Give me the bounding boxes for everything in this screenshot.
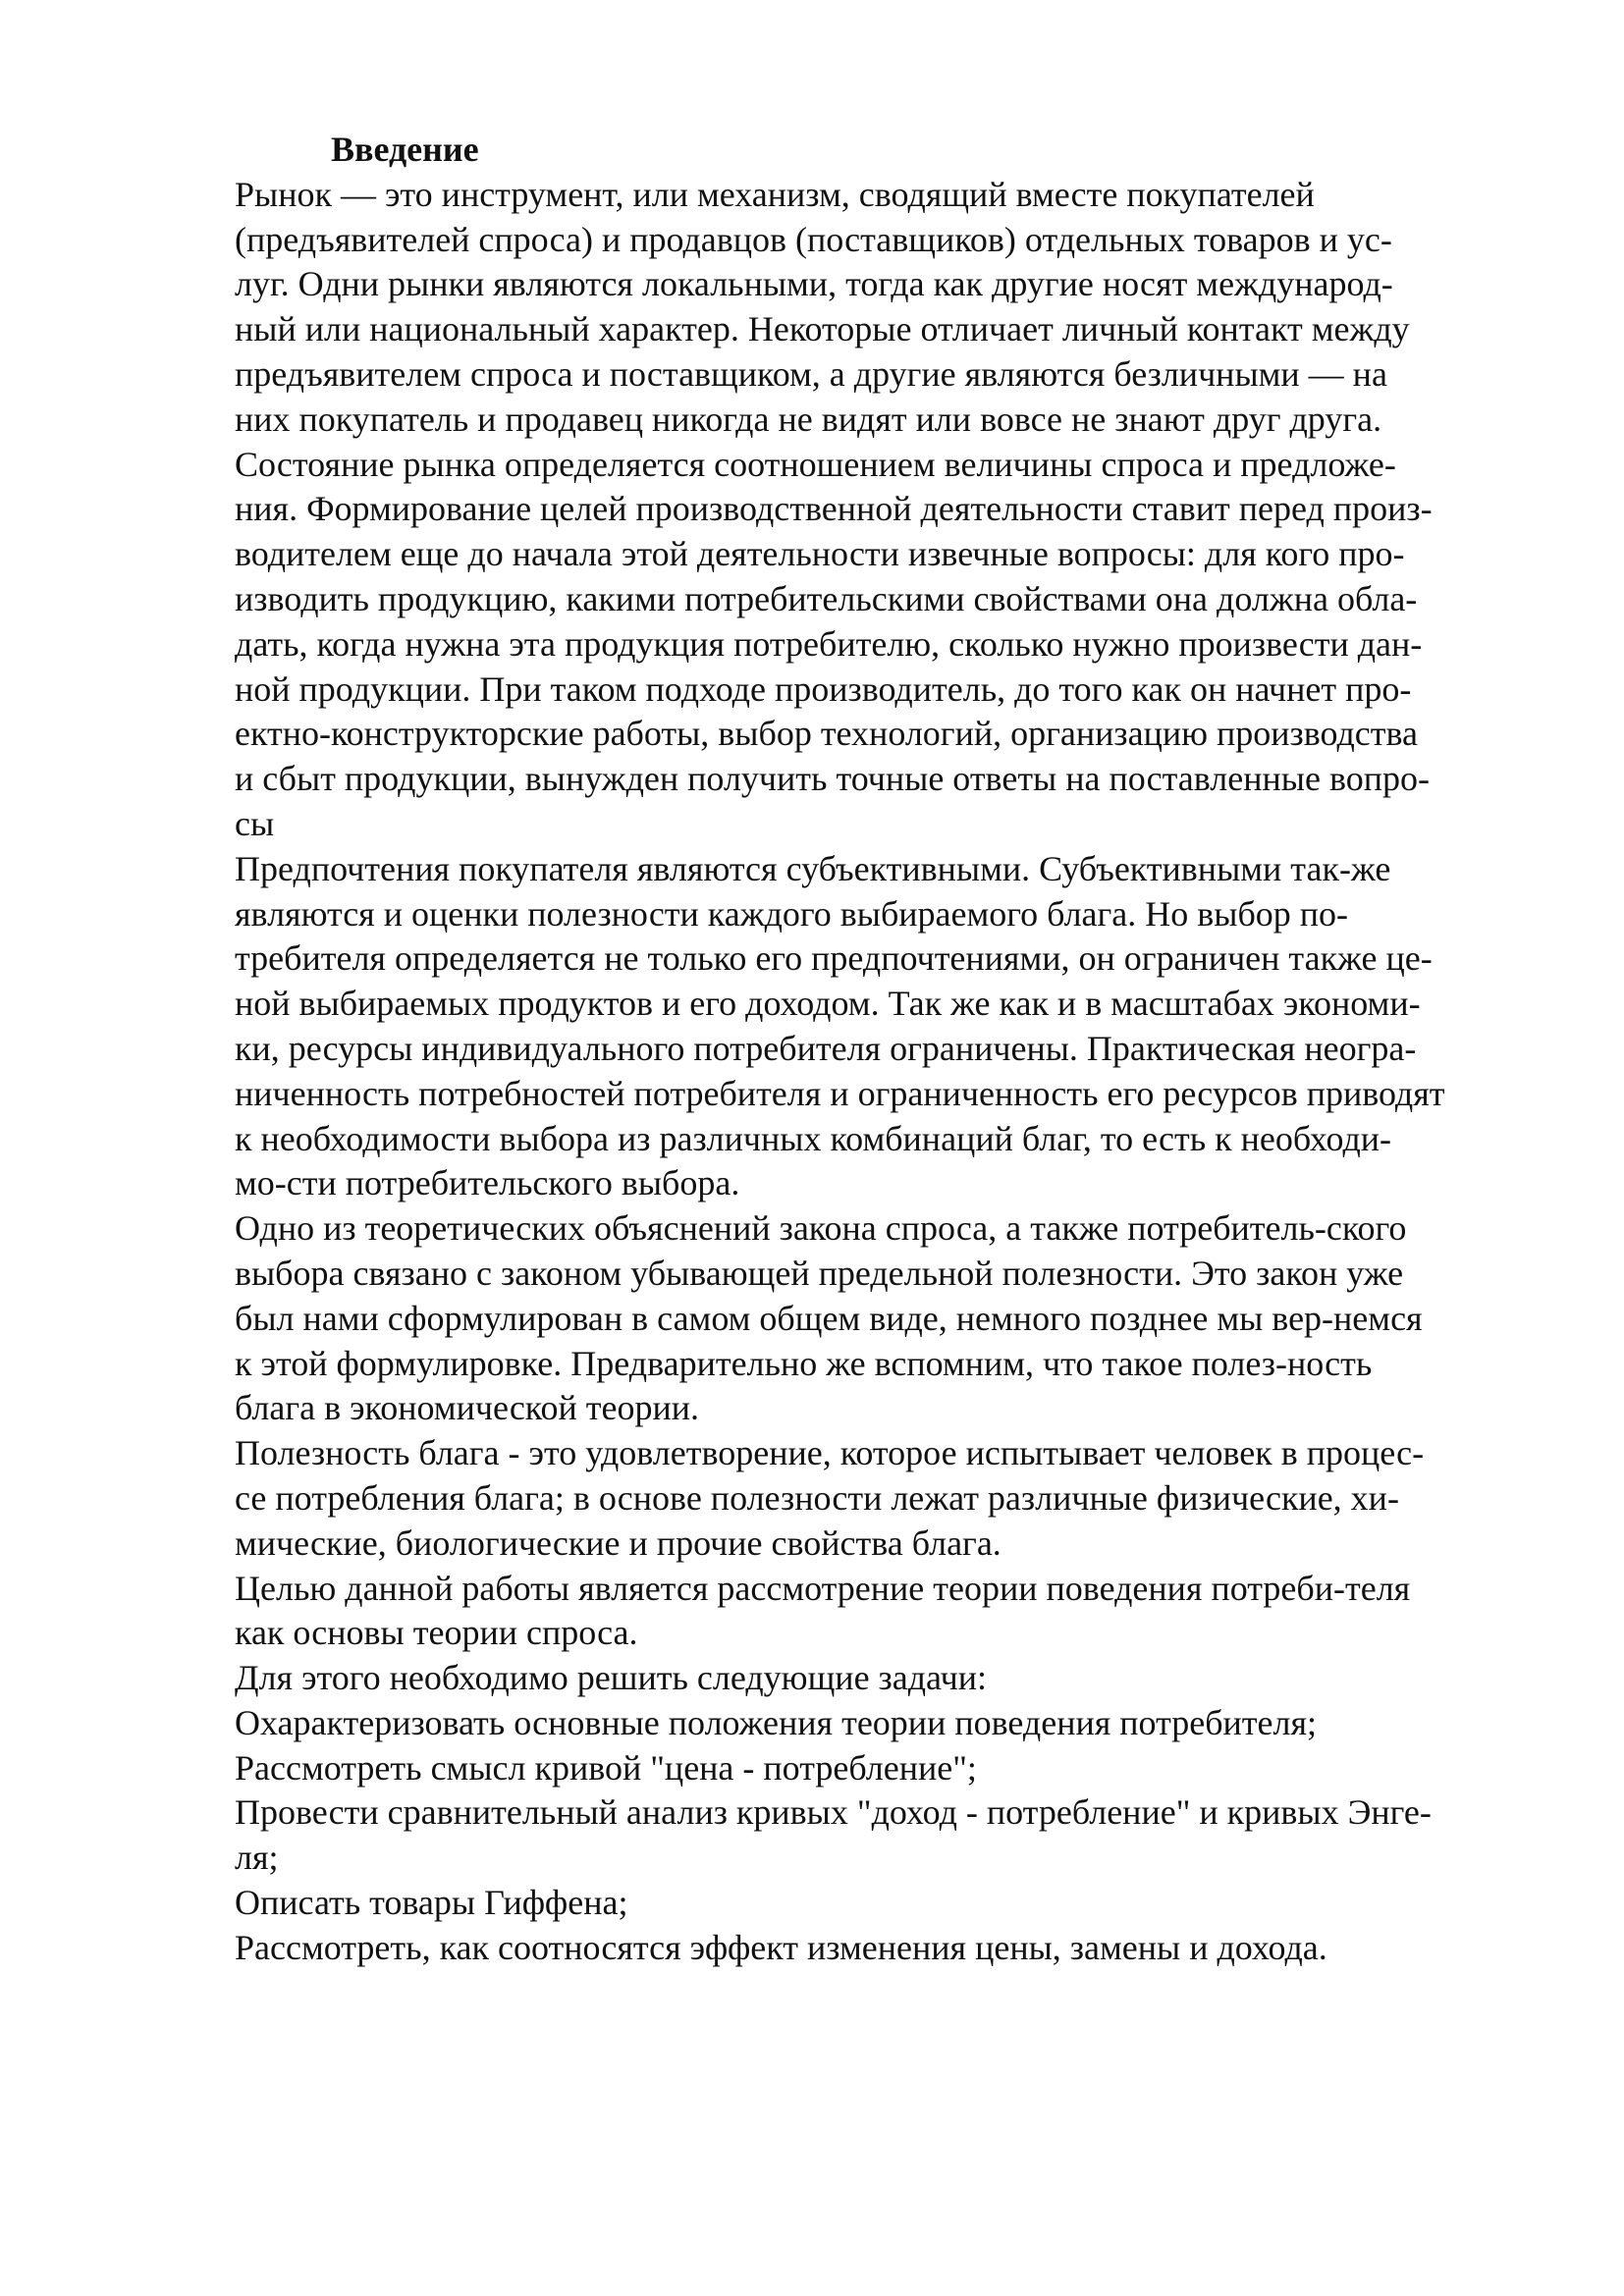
text-line: был нами сформулирован в самом общем виде, немного позднее мы вер-немся xyxy=(235,1298,1423,1338)
text-line: к этой формулировке. Предварительно же вспомним, что такое полез-ность xyxy=(235,1343,1373,1383)
text-line: ниченность потребностей потребителя и ограниченность его ресурсов приводят xyxy=(235,1073,1445,1113)
text-line: сы xyxy=(235,803,275,843)
text-line: Описать товары Гиффена; xyxy=(235,1883,628,1923)
section-heading: Введение xyxy=(331,130,479,169)
text-line: мические, биологические и прочие свойства блага. xyxy=(235,1522,1001,1563)
text-line: и сбыт продукции, вынужден получить точные ответы на поставленные вопро- xyxy=(235,759,1430,799)
text-line: ния. Формирование целей производственной деятельности ставит перед произ- xyxy=(235,489,1433,529)
text-line: Целью данной работы является рассмотрение теории поведения потреби-теля xyxy=(235,1568,1411,1608)
text-line: ля; xyxy=(235,1838,279,1878)
text-line: выбора связано с законом убывающей предельной полезности. Это закон уже xyxy=(235,1253,1404,1293)
text-line: Рассмотреть, как соотносятся эффект изменения цены, замены и дохода. xyxy=(235,1927,1327,1967)
text-line: ной выбираемых продуктов и его доходом. Так же как и в масштабах экономи- xyxy=(235,984,1421,1024)
text-line: являются и оценки полезности каждого выбираемого блага. Но выбор по- xyxy=(235,893,1349,934)
text-line: Предпочтения покупателя являются субъективными. Субъективными так-же xyxy=(235,848,1391,888)
text-line: ной продукции. При таком подходе производитель, до того как он начнет про- xyxy=(235,668,1412,709)
text-line: се потребления блага; в основе полезности лежат различные физические, хи- xyxy=(235,1477,1399,1518)
text-line: водителем еще до начала этой деятельности извечные вопросы: для кого про- xyxy=(235,534,1405,574)
text-line: дать, когда нужна эта продукция потребителю, сколько нужно произвести дан- xyxy=(235,623,1423,664)
text-line: Провести сравнительный анализ кривых "доход - потребление" и кривых Энге- xyxy=(235,1792,1432,1833)
text-line: к необходимости выбора из различных комбинаций благ, то есть к необходи- xyxy=(235,1118,1392,1158)
text-line: блага в экономической теории. xyxy=(235,1388,699,1428)
text-line: Полезность блага - это удовлетворение, которое испытывает человек в процес- xyxy=(235,1433,1425,1473)
text-line: них покупатель и продавец никогда не видят или вовсе не знают друг друга. xyxy=(235,399,1382,439)
text-line: Охарактеризовать основные положения теории поведения потребителя; xyxy=(235,1702,1318,1742)
text-line: ки, ресурсы индивидуального потребителя ограничены. Практическая неогра- xyxy=(235,1028,1417,1068)
text-line: луг. Одни рынки являются локальными, тогда как другие носят международ- xyxy=(235,264,1393,304)
text-line: требителя определяется не только его предпочтениями, он ограничен также це- xyxy=(235,938,1433,979)
text-line: Состояние рынка определяется соотношением величины спроса и предложе- xyxy=(235,444,1396,484)
text-line: предъявителем спроса и поставщиком, а другие являются безличными — на xyxy=(235,353,1387,394)
text-line: ный или национальный характер. Некоторые отличает личный контакт между xyxy=(235,309,1410,349)
text-line: (предъявителей спроса) и продавцов (поставщиков) отдельных товаров и ус- xyxy=(235,219,1392,259)
text-line: мо-сти потребительского выбора. xyxy=(235,1163,740,1203)
text-line: Для этого необходимо решить следующие задачи: xyxy=(235,1658,987,1698)
document-body xyxy=(235,128,1570,1971)
text-line: изводить продукцию, какими потребительскими свойствами она должна обла- xyxy=(235,578,1418,618)
text-line: Рынок — это инструмент, или механизм, сводящий вместе покупателей xyxy=(235,174,1315,214)
text-line: ектно-конструкторские работы, выбор технологий, организацию производства xyxy=(235,714,1418,754)
text-line: Рассмотреть смысл кривой "цена - потребление"; xyxy=(235,1747,977,1788)
text-line: как основы теории спроса. xyxy=(235,1613,638,1653)
text-line: Одно из теоретических объяснений закона спроса, а также потребитель-ского xyxy=(235,1208,1407,1249)
